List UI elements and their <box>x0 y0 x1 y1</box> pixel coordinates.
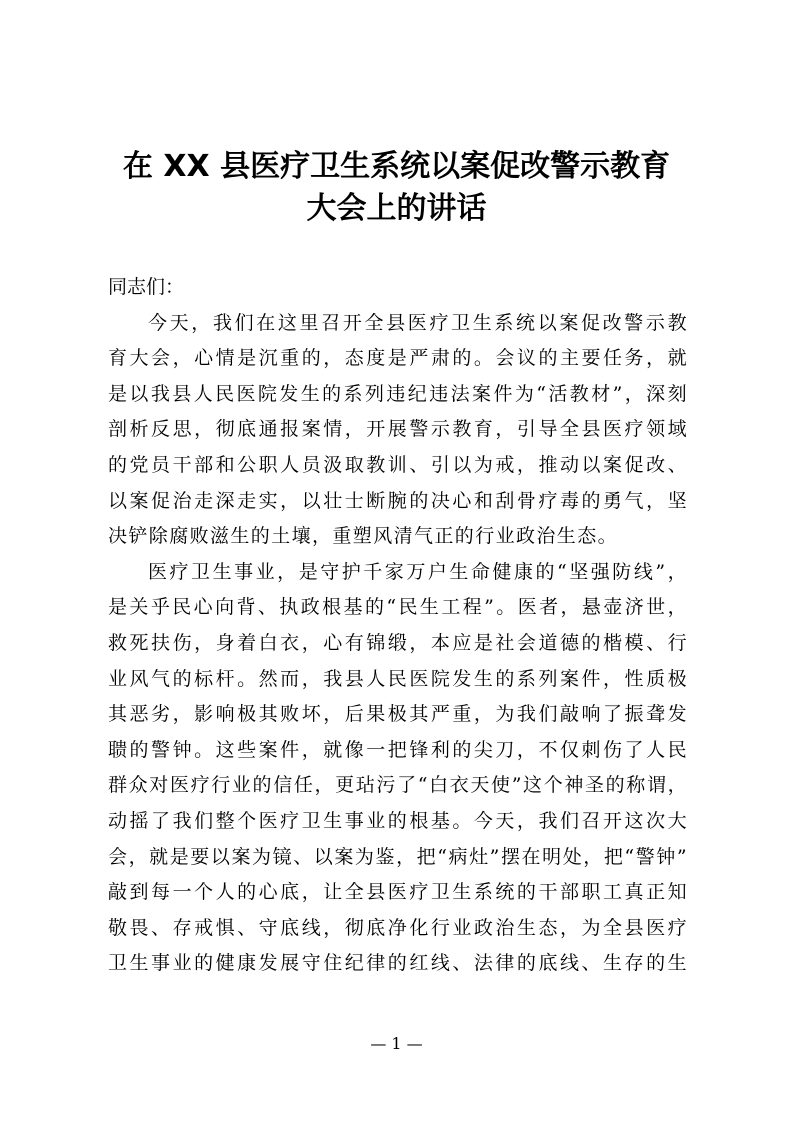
paragraph-2 <box>108 555 688 982</box>
paragraph-line: 敲到每一个人的心底，让全县医疗卫生系统的干部职工真正知 <box>108 881 688 904</box>
title-line-1: 在 XX 县医疗卫生系统以案促改警示教育 <box>122 149 671 184</box>
paragraph-line: 医疗卫生事业，是守护千家万户生命健康的“坚强防线”， <box>148 560 688 583</box>
paragraph-line: 动摇了我们整个医疗卫生事业的根基。今天，我们召开这次大 <box>108 809 688 832</box>
paragraph-line: 剖析反思，彻底通报案情，开展警示教育，引导全县医疗领域 <box>108 418 688 441</box>
paragraph-line: 今天，我们在这里召开全县医疗卫生系统以案促改警示教 <box>148 311 688 334</box>
page-number: — 1 — <box>370 1034 423 1053</box>
paragraph-line: 决铲除腐败滋生的土壤，重塑风清气正的行业政治生态。 <box>108 525 619 548</box>
paragraph-line: 群众对医疗行业的信任，更玷污了“白衣天使”这个神圣的称谓， <box>108 774 688 797</box>
paragraph-line: 其恶劣，影响极其败坏，后果极其严重，为我们敲响了振聋发 <box>108 703 688 726</box>
paragraph-line: 卫生事业的健康发展守住纪律的红线、法律的底线、生存的生 <box>108 952 688 975</box>
paragraph-line: 聩的警钟。这些案件，就像一把锋利的尖刀，不仅刺伤了人民 <box>108 738 688 761</box>
paragraph-1 <box>108 306 688 555</box>
paragraph-line: 的党员干部和公职人员汲取教训、引以为戒，推动以案促改、 <box>108 453 688 476</box>
paragraph-line: 以案促治走深走实，以壮士断腕的决心和刮骨疗毒的勇气，坚 <box>108 489 688 512</box>
paragraph-line: 敬畏、存戒惧、守底线，彻底净化行业政治生态，为全县医疗 <box>108 916 688 939</box>
speech-body <box>108 270 688 982</box>
salutation: 同志们： <box>108 276 185 298</box>
paragraph-line: 是以我县人民医院发生的系列违纪违法案件为“活教材”，深刻 <box>108 382 688 405</box>
title-line-2: 大会上的讲话 <box>306 191 487 226</box>
paragraph-line: 是关乎民心向背、执政根基的“民生工程”。医者，悬壶济世， <box>108 596 688 619</box>
paragraph-line: 育大会，心情是沉重的，态度是严肃的。会议的主要任务，就 <box>108 347 688 370</box>
paragraph-line: 会，就是要以案为镜、以案为鉴，把“病灶”摆在明处，把“警钟” <box>108 845 688 868</box>
paragraph-line: 救死扶伤，身着白衣，心有锦缎，本应是社会道德的楷模、行 <box>108 631 688 654</box>
paragraph-line: 业风气的标杆。然而，我县人民医院发生的系列案件，性质极 <box>108 667 688 690</box>
page-title <box>90 146 703 230</box>
